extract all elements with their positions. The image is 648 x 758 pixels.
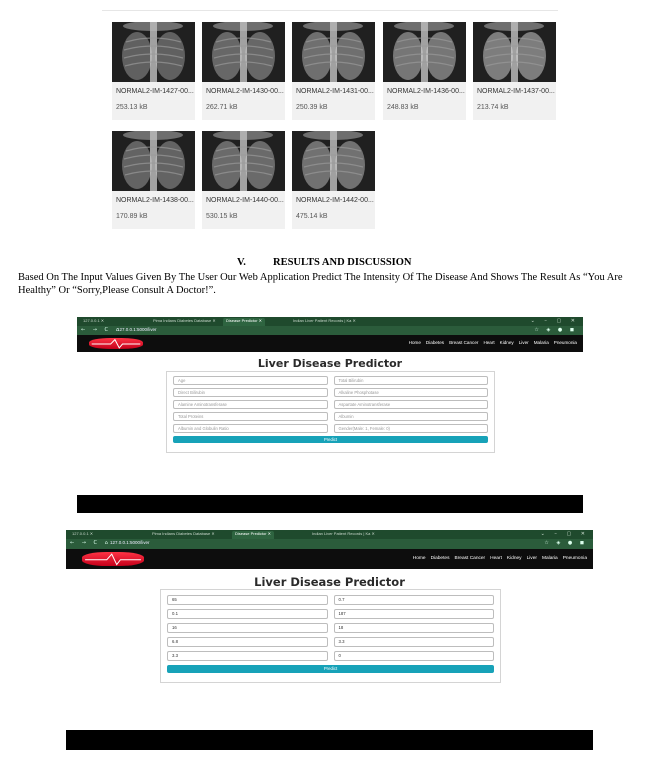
nav-link-pneumonia[interactable]: Pneumonia	[553, 340, 577, 346]
browser-tab[interactable]: Indian Liver Patient Records | Ka ✕	[312, 531, 375, 536]
screenshot-empty-form	[77, 317, 583, 453]
input-field[interactable]: 3.3	[167, 651, 328, 661]
nav-link-breast-cancer[interactable]: Breast Cancer	[454, 555, 486, 561]
url-field[interactable]: 127.0.0.1:5000/liver	[117, 327, 157, 332]
page-title: Liver Disease Predictor	[254, 575, 405, 589]
nav-link-malaria[interactable]: Malaria	[541, 555, 558, 561]
input-field[interactable]: 65	[167, 595, 328, 605]
nav-link-heart[interactable]: Heart	[490, 555, 502, 561]
file-name: NORMAL2-IM-1440-00...	[206, 197, 284, 204]
nav-link-diabetes[interactable]: Diabetes	[425, 340, 445, 346]
nav-link-breast-cancer[interactable]: Breast Cancer	[449, 340, 479, 346]
input-field[interactable]: Total Bilirubin	[334, 376, 489, 385]
input-field[interactable]: 3.3	[334, 637, 495, 647]
file-size: 262.71 kB	[206, 104, 238, 111]
results-paragraph: Based On The Input Values Given By The User Our Web Application Predict The Intensity Of The Disease And Shows The Result As “You Are Healthy” Or “Sorry,Please Consult A Doctor!”.	[18, 272, 623, 296]
input-field[interactable]: 6.8	[167, 637, 328, 647]
file-name: NORMAL2-IM-1438-00...	[116, 197, 194, 204]
file-name: NORMAL2-IM-1437-00...	[477, 88, 555, 95]
file-name: NORMAL2-IM-1427-00...	[116, 88, 194, 95]
chest-xray-image	[292, 131, 375, 191]
browser-nav-buttons[interactable]: ← → C ⌂	[70, 540, 111, 546]
app-nav-links	[404, 340, 577, 345]
nav-link-kidney[interactable]: Kidney	[506, 555, 522, 561]
heartbeat-logo-icon[interactable]	[89, 338, 143, 349]
input-field[interactable]: 0.1	[167, 609, 328, 619]
input-field[interactable]: Albumin	[334, 412, 489, 421]
chest-xray-image	[202, 131, 285, 191]
file-size: 530.15 kB	[206, 213, 238, 220]
file-name: NORMAL2-IM-1431-00...	[296, 88, 374, 95]
browser-nav-buttons[interactable]: ← → C ⌂	[81, 327, 122, 333]
heartbeat-logo-icon[interactable]	[82, 552, 144, 566]
input-field[interactable]: Age	[173, 376, 328, 385]
file-size: 250.39 kB	[296, 104, 328, 111]
file-size: 253.13 kB	[116, 104, 148, 111]
browser-tab[interactable]: 127.0.0.1 ✕	[72, 531, 94, 536]
window-controls[interactable]: ⌄ – ▢ ✕	[540, 531, 589, 537]
page-title: Liver Disease Predictor	[257, 357, 403, 370]
input-field[interactable]: Total Proteins	[173, 412, 328, 421]
file-thumbnail[interactable]	[383, 22, 466, 120]
url-field[interactable]: 127.0.0.1:5000/liver	[110, 540, 150, 545]
input-field[interactable]: 18	[334, 623, 495, 633]
extension-icons[interactable]: ☆ ◈ ● ◼	[544, 540, 587, 546]
divider	[102, 10, 558, 11]
extension-icons[interactable]: ☆ ◈ ● ◼	[534, 327, 577, 333]
file-thumbnail[interactable]	[292, 131, 375, 229]
address-bar	[77, 326, 583, 335]
nav-link-diabetes[interactable]: Diabetes	[430, 555, 450, 561]
black-bar	[77, 495, 583, 513]
app-navbar	[66, 549, 593, 569]
input-field[interactable]: Direct Bilirubin	[173, 388, 328, 397]
nav-link-heart[interactable]: Heart	[483, 340, 495, 346]
file-size: 213.74 kB	[477, 104, 509, 111]
app-navbar	[77, 335, 583, 352]
nav-link-home[interactable]: Home	[412, 555, 426, 561]
browser-tab-bar	[66, 530, 593, 539]
predictor-form	[160, 589, 501, 683]
file-thumbnail[interactable]	[292, 22, 375, 120]
browser-tab[interactable]: Indian Liver Patient Records | Ka ✕	[293, 318, 356, 323]
file-thumbnail[interactable]	[112, 131, 195, 229]
file-size: 248.83 kB	[387, 104, 419, 111]
chest-xray-image	[292, 22, 375, 82]
predict-button[interactable]: Predict	[167, 665, 494, 673]
file-name: NORMAL2-IM-1430-00...	[206, 88, 284, 95]
nav-link-liver[interactable]: Liver	[518, 340, 529, 346]
input-field[interactable]: Aspartate Aminotransferase	[334, 400, 489, 409]
nav-link-malaria[interactable]: Malaria	[533, 340, 549, 346]
screenshot-filled-form	[66, 530, 593, 683]
nav-link-liver[interactable]: Liver	[526, 555, 537, 561]
input-field[interactable]: 16	[167, 623, 328, 633]
file-size: 170.89 kB	[116, 213, 148, 220]
section-number: V.	[237, 257, 246, 268]
input-field[interactable]: Alkaline Phosphotase	[334, 388, 489, 397]
file-thumbnail[interactable]	[473, 22, 556, 120]
browser-tab[interactable]: 127.0.0.1 ✕	[83, 318, 105, 323]
file-name: NORMAL2-IM-1436-00...	[387, 88, 465, 95]
file-thumbnail[interactable]	[202, 131, 285, 229]
browser-tab-bar	[77, 317, 583, 326]
chest-xray-image	[383, 22, 466, 82]
address-bar	[66, 539, 593, 549]
predict-button[interactable]: Predict	[173, 436, 488, 443]
xray-file-grid	[102, 0, 558, 234]
chest-xray-image	[202, 22, 285, 82]
file-name: NORMAL2-IM-1442-00...	[296, 197, 374, 204]
section-title: RESULTS AND DISCUSSION	[273, 257, 412, 268]
nav-link-kidney[interactable]: Kidney	[499, 340, 514, 346]
input-field[interactable]: Gender(Male: 1, Female: 0)	[334, 424, 489, 433]
nav-link-home[interactable]: Home	[408, 340, 421, 346]
input-field[interactable]: 0.7	[334, 595, 495, 605]
input-field[interactable]: 187	[334, 609, 495, 619]
input-field[interactable]: Alamine Aminotransferase	[173, 400, 328, 409]
window-controls[interactable]: ⌄ – ▢ ✕	[530, 318, 579, 324]
browser-tab[interactable]: Pima Indians Diabetes Database ✕	[152, 531, 215, 536]
file-size: 475.14 kB	[296, 213, 328, 220]
file-thumbnail[interactable]	[112, 22, 195, 120]
input-field[interactable]: Albumin and Globulin Ratio	[173, 424, 328, 433]
chest-xray-image	[473, 22, 556, 82]
file-thumbnail[interactable]	[202, 22, 285, 120]
browser-tab[interactable]: Disease Predictor ✕	[223, 318, 265, 326]
browser-tab[interactable]: Pima Indians Diabetes Database ✕	[153, 318, 216, 323]
app-nav-links	[408, 556, 587, 561]
browser-tab[interactable]: Disease Predictor ✕	[232, 531, 274, 539]
input-field[interactable]: 0	[334, 651, 495, 661]
nav-link-pneumonia[interactable]: Pneumonia	[562, 555, 587, 561]
chest-xray-image	[112, 22, 195, 82]
black-bar	[66, 730, 593, 750]
predictor-form	[166, 371, 495, 453]
chest-xray-image	[112, 131, 195, 191]
